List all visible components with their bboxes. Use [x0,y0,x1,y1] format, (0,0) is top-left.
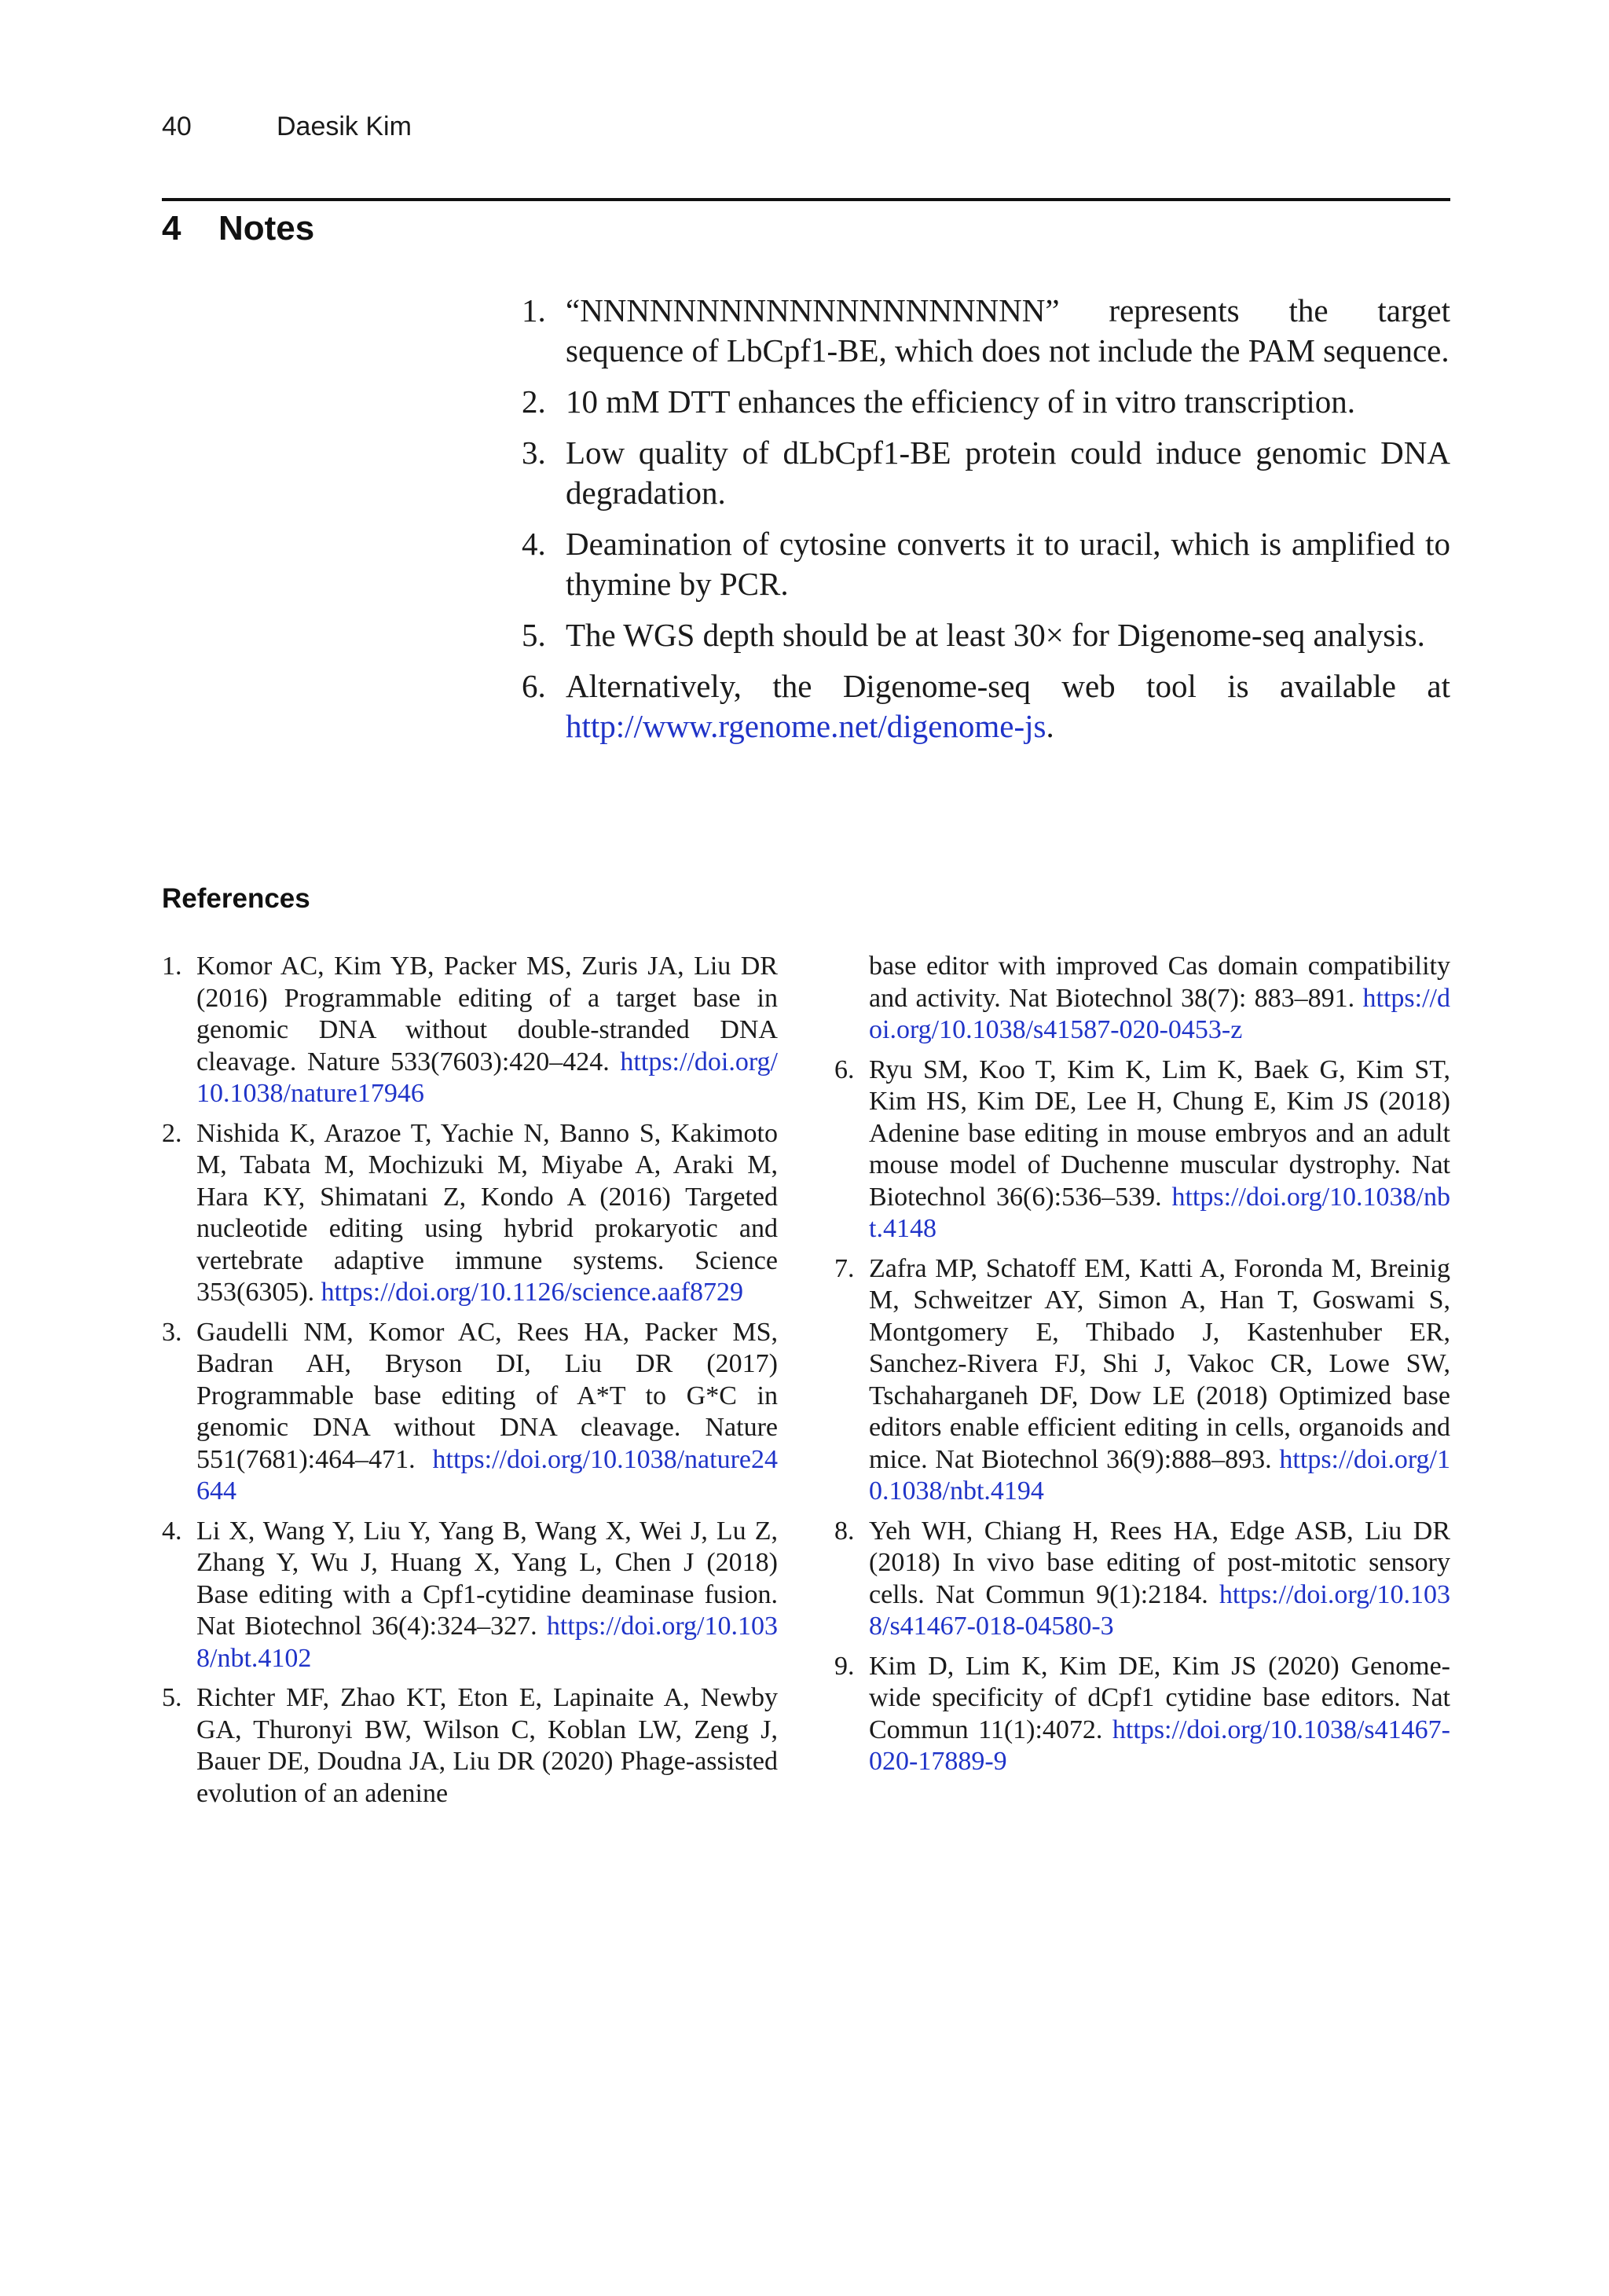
note-item [522,291,1450,371]
note-item [522,666,1450,746]
reference-item [162,1118,778,1309]
reference-doi-link[interactable]: https://doi.org/10.1126/science.aaf8729 [321,1278,743,1307]
reference-text: Gaudelli NM, Komor AC, Rees HA, Packer MS, Badran AH, Bryson DI, Liu DR (2017) Programmable base editing of A*T to G*C in genomic DNA without DNA cleavage. Nature 551(7681):464–471. [196,1317,778,1474]
section-rule [162,198,1450,201]
reference-text: Nishida K, Arazoe T, Yachie N, Banno S, Kakimoto M, Tabata M, Mochizuki M, Miyabe A, Araki M, Hara KY, Shimatani Z, Kondo A (2016) Targeted nucleotide editing using hybrid prokaryotic and vertebrate adaptive immune systems. Science 353(6305). [196,1118,778,1307]
reference-doi-link[interactable]: https://doi.org/10.1038/nbt.4148 [869,1182,1450,1243]
reference-number: 1. [162,952,182,981]
notes-list [522,291,1450,757]
note-text: Alternatively, the Digenome-seq web tool is available at [566,668,1450,704]
section-number: 4 [162,209,181,248]
reference-number: 6. [834,1054,855,1084]
reference-number: 3. [162,1317,182,1347]
reference-doi-link[interactable]: https://doi.org/10.1038/nature24644 [196,1444,778,1506]
reference-item [162,951,778,1110]
reference-text: Zafra MP, Schatoff EM, Katti A, Foronda M, Breinig M, Schweitzer AY, Simon A, Han T, Goswami S, Montgomery E, Thibado J, Kastenhuber ER, Sanchez-Rivera FJ, Shi J, Vakoc CR, Lowe SW, Tschaharganeh DF, Dow LE (2018) Optimized base editors enable efficient editing in cells, organoids and mice. Nat Biotechnol 36(9):888–893. [869,1253,1450,1474]
reference-text: Richter MF, Zhao KT, Eton E, Lapinaite A, Newby GA, Thuronyi BW, Wilson C, Koblan LW, Zeng J, Bauer DE, Doudna JA, Liu DR (2020) Phage-assisted evolution of an adenine [196,1683,778,1808]
reference-text: Kim D, Lim K, Kim DE, Kim JS (2020) Genome-wide specificity of dCpf1 cytidine base editors. Nat Commun 11(1):4072. [869,1651,1450,1744]
running-head [162,112,412,142]
reference-item [162,1317,778,1508]
reference-text: base editor with improved Cas domain compatibility and activity. Nat Biotechnol 38(7): 883–891. [869,952,1450,1013]
reference-number: 9. [834,1651,855,1681]
reference-item [834,1516,1450,1643]
reference-number: 5. [162,1683,182,1712]
note-text: 10 mM DTT enhances the efficiency of in vitro transcription. [566,383,1355,420]
reference-doi-link[interactable]: https://doi.org/10.1038/nbt.4102 [196,1612,778,1673]
note-item [522,524,1450,604]
reference-doi-link[interactable]: https://doi.org/10.1038/s41587-020-0453-z [869,983,1450,1044]
reference-item [834,1651,1450,1778]
note-number: 5. [522,617,546,653]
references-list-right [834,951,1450,1786]
note-text: Deamination of cytosine converts it to uracil, which is amplified to thymine by PCR. [566,526,1450,602]
reference-doi-link[interactable]: https://doi.org/10.1038/nature17946 [196,1047,778,1108]
note-item [522,382,1450,422]
digenome-web-tool-link[interactable]: http://www.rgenome.net/digenome-js [566,708,1046,744]
reference-item-continued [834,951,1450,1047]
note-text: “NNNNNNNNNNNNNNNNNNNN” represents the target sequence of LbCpf1-BE, which does not include the PAM sequence. [566,292,1450,369]
reference-text: Yeh WH, Chiang H, Rees HA, Edge ASB, Liu DR (2018) In vivo base editing of post-mitotic sensory cells. Nat Commun 9(1):2184. [869,1516,1450,1609]
note-number: 1. [522,292,546,328]
reference-doi-link[interactable]: https://doi.org/10.1038/nbt.4194 [869,1444,1450,1506]
reference-item [162,1516,778,1675]
note-number: 6. [522,668,546,704]
reference-item [162,1682,778,1810]
reference-item [834,1054,1450,1245]
references-heading: References [162,883,310,914]
note-number: 2. [522,383,546,420]
author-name: Daesik Kim [277,112,412,141]
note-item [522,433,1450,513]
references-list-left [162,951,778,1817]
reference-text: Li X, Wang Y, Liu Y, Yang B, Wang X, Wei J, Lu Z, Zhang Y, Wu J, Huang X, Yang L, Chen J (2018) Base editing with a Cpf1-cytidine deaminase fusion. Nat Biotechnol 36(4):324–327. [196,1516,778,1641]
note-number: 4. [522,526,546,562]
reference-text: Komor AC, Kim YB, Packer MS, Zuris JA, Liu DR (2016) Programmable editing of a target base in genomic DNA without double-stranded DNA cleavage. Nature 533(7603):420–424. [196,952,778,1076]
reference-text: Ryu SM, Koo T, Kim K, Lim K, Baek G, Kim ST, Kim HS, Kim DE, Lee H, Chung E, Kim JS (2018) Adenine base editing in mouse embryos and an adult mouse model of Duchenne muscular dystrophy. Nat Biotechnol 36(6):536–539. [869,1054,1450,1212]
note-text-end: . [1046,708,1054,744]
reference-item [834,1253,1450,1508]
reference-doi-link[interactable]: https://doi.org/10.1038/s41467-020-17889-9 [869,1715,1450,1776]
note-text: Low quality of dLbCpf1-BE protein could induce genomic DNA degradation. [566,435,1450,511]
page-number: 40 [162,112,192,141]
reference-number: 7. [834,1253,855,1283]
note-item [522,615,1450,655]
reference-number: 2. [162,1118,182,1148]
note-number: 3. [522,435,546,471]
reference-number: 4. [162,1516,182,1546]
reference-doi-link[interactable]: https://doi.org/10.1038/s41467-018-04580-3 [869,1579,1450,1641]
note-text: The WGS depth should be at least 30× for Digenome-seq analysis. [566,617,1425,653]
reference-number: 8. [834,1516,855,1546]
section-title [162,209,314,248]
section-heading: Notes [218,209,315,248]
